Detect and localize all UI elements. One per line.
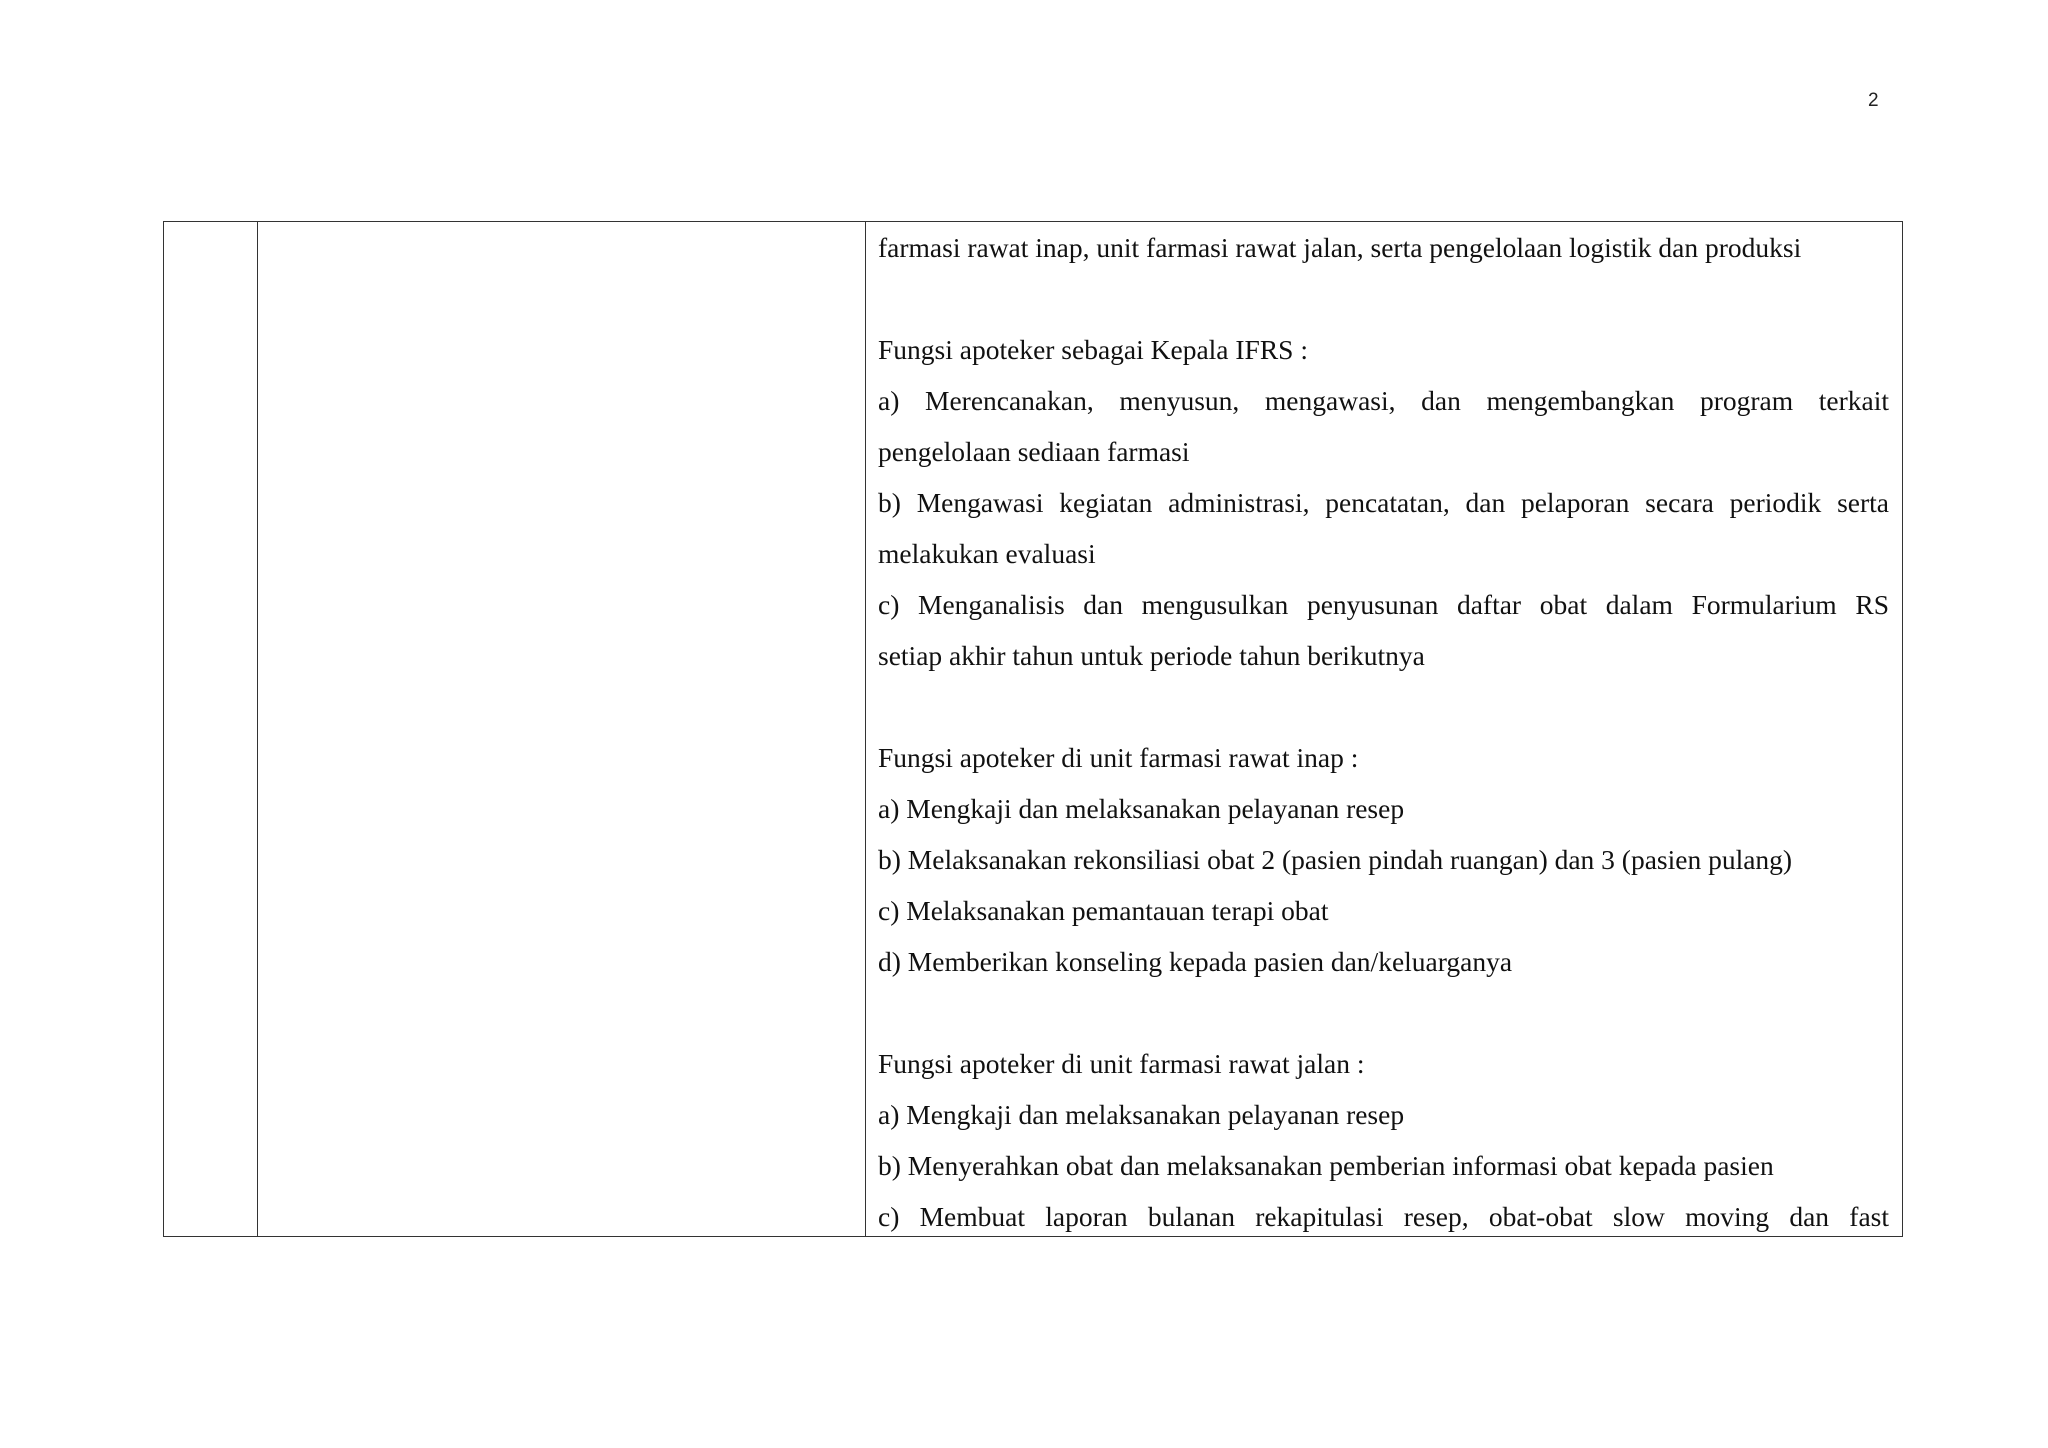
page-number: 2 — [1868, 90, 1879, 111]
list-item: c) Menganalisis dan mengusulkan penyusunan daftar obat dalam Formularium RS — [878, 589, 1889, 620]
column-divider-2 — [865, 222, 866, 1236]
list-item: a) Mengkaji dan melaksanakan pelayanan resep — [878, 1099, 1405, 1130]
section-heading-rawat-jalan: Fungsi apoteker di unit farmasi rawat jalan : — [878, 1048, 1365, 1079]
list-item: a) Merencanakan, menyusun, mengawasi, dan mengembangkan program terkait — [878, 385, 1889, 416]
intro-line: farmasi rawat inap, unit farmasi rawat jalan, serta pengelolaan logistik dan produksi — [878, 232, 1802, 263]
list-item: b) Melaksanakan rekonsiliasi obat 2 (pasien pindah ruangan) dan 3 (pasien pulang) — [878, 844, 1793, 875]
list-item-continuation: pengelolaan sediaan farmasi — [878, 436, 1190, 467]
list-item: b) Mengawasi kegiatan administrasi, pencatatan, dan pelaporan secara periodik serta — [878, 487, 1889, 518]
list-item: a) Mengkaji dan melaksanakan pelayanan resep — [878, 793, 1405, 824]
table-content-cell — [878, 222, 1889, 1242]
column-divider-1 — [257, 222, 258, 1236]
list-item: d) Memberikan konseling kepada pasien dan/keluarganya — [878, 946, 1513, 977]
list-item: c) Melaksanakan pemantauan terapi obat — [878, 895, 1329, 926]
list-item-continuation: melakukan evaluasi — [878, 538, 1096, 569]
list-item: c) Membuat laporan bulanan rekapitulasi resep, obat-obat slow moving dan fast — [878, 1201, 1889, 1232]
list-item-continuation: setiap akhir tahun untuk periode tahun berikutnya — [878, 640, 1425, 671]
paragraph-gap — [878, 987, 1889, 1038]
paragraph-gap — [878, 273, 1889, 324]
document-table — [163, 221, 1903, 1237]
paragraph-gap — [878, 681, 1889, 732]
section-heading-kepala-ifrs: Fungsi apoteker sebagai Kepala IFRS : — [878, 334, 1308, 365]
list-item: b) Menyerahkan obat dan melaksanakan pemberian informasi obat kepada pasien — [878, 1150, 1774, 1181]
section-heading-rawat-inap: Fungsi apoteker di unit farmasi rawat inap : — [878, 742, 1359, 773]
